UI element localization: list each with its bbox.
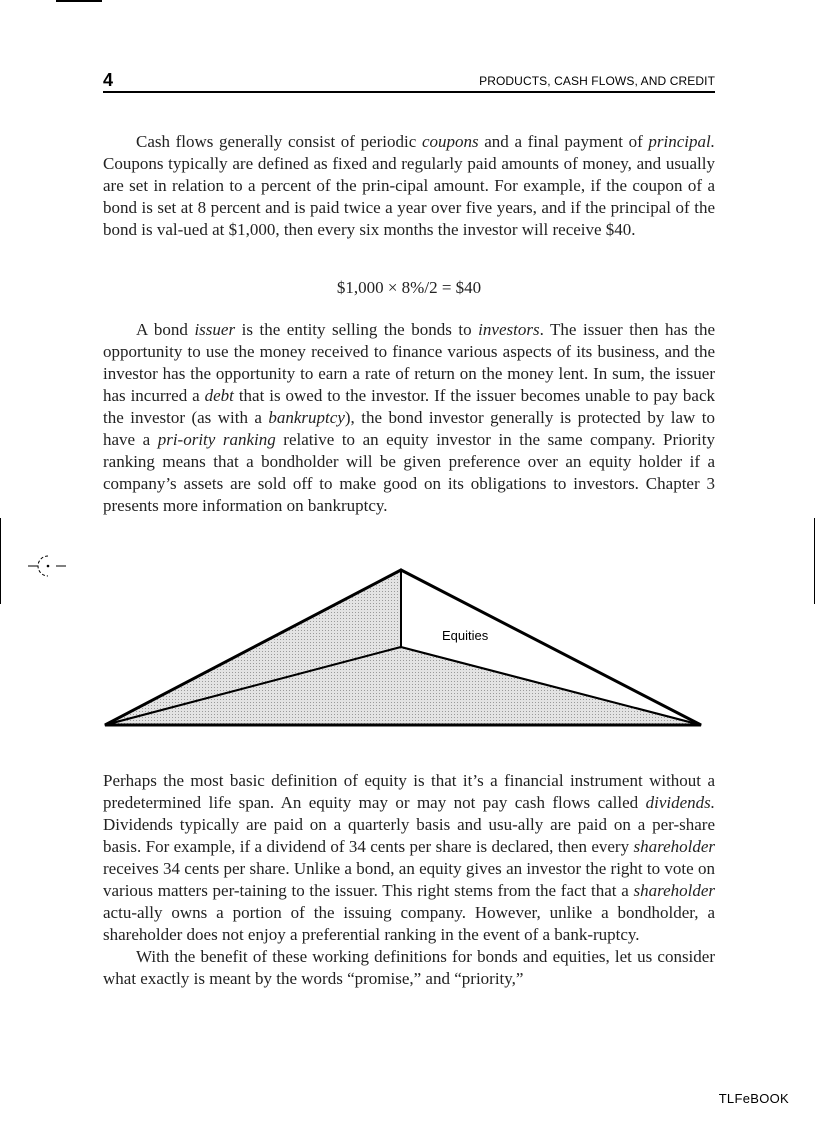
para2-text-5: ), the bond investor generally is protected by law to have a	[103, 408, 715, 449]
top-edge-rule	[56, 0, 102, 2]
term-principal: principal.	[648, 132, 715, 151]
para2-text-6: relative to an equity investor in the same company. Priority ranking means that a bondholder will be given preference over an equity holder if a company’s assets are sold off to make good on its obligations to investors. Chapter 3 presents more information on bankruptcy.	[103, 430, 715, 515]
term-priority-ranking: pri-ority ranking	[157, 430, 276, 449]
para2-text-1: A bond	[136, 320, 195, 339]
coupon-formula: $1,000 × 8%/2 = $40	[336, 278, 482, 297]
right-margin-bar	[814, 518, 815, 604]
para3-text-4: actu-ally owns a portion of the issuing company. However, unlike a bondholder, a shareholder does not enjoy a preferential ranking in the event of a bank-ruptcy.	[103, 903, 715, 944]
para3-text-3: receives 34 cents per share. Unlike a bond, an equity gives an investor the right to vote on various matters per-taining to the issuer. This right stems from the fact that a	[103, 859, 715, 900]
term-dividends: dividends.	[645, 793, 715, 812]
left-margin-bar	[0, 518, 1, 604]
para1-text-1: Cash flows generally consist of periodic	[136, 132, 422, 151]
para2-text-2: is the entity selling the bonds to	[235, 320, 479, 339]
paragraph-working-definitions: With the benefit of these working definitions for bonds and equities, let us consider what exactly is meant by the words “promise,” and “priority,”	[103, 947, 715, 988]
bond-equity-triangle-diagram	[100, 564, 710, 734]
para2-text-4: that is owed to the investor. If the issuer becomes unable to pay back the investor (as with a	[103, 386, 715, 427]
term-coupons: coupons	[421, 132, 479, 151]
page-number: 4	[103, 70, 114, 90]
term-investors: investors	[478, 320, 540, 339]
para3-text-1: Perhaps the most basic definition of equity is that it’s a financial instrument without a predetermined life span. An equity may or may not pay cash flows called	[103, 771, 715, 812]
page-header	[103, 70, 715, 90]
header-rule	[103, 91, 715, 93]
term-shareholder-1: shareholder	[633, 837, 715, 856]
term-issuer: issuer	[194, 320, 236, 339]
running-head: PRODUCTS, CASH FLOWS, AND CREDIT	[479, 74, 715, 88]
para1-text-2: and a final payment of	[478, 132, 649, 151]
equities-label: Equities	[442, 628, 489, 643]
paragraph-issuer	[103, 319, 715, 517]
paragraph-cash-flows	[103, 131, 715, 241]
paragraph-equity	[103, 770, 715, 990]
crop-mark-icon	[26, 548, 106, 578]
term-shareholder-2: shareholder	[633, 881, 715, 900]
para2-text-3: . The issuer then has the opportunity to use the money received to finance various aspects of its business, and the investor has the opportunity to earn a rate of return on the money lent. In sum, the issuer has incurred a	[103, 320, 716, 405]
term-bankruptcy: bankruptcy	[268, 408, 345, 427]
para3-text-2: Dividends typically are paid on a quarterly basis and usu-ally are paid on a per-share basis. For example, if a dividend of 34 cents per share is declared, then every	[103, 815, 715, 856]
footer-watermark: TLFeBOOK	[718, 1091, 789, 1106]
term-debt: debt	[204, 386, 234, 405]
para1-text-3: Coupons typically are defined as fixed and regularly paid amounts of money, and usually are set in relation to a percent of the prin-cipal amount. For example, if the coupon of a bond is set at 8 percent and is paid twice a year over five years, and if the principal of the bond is val-ued at $1,000, then every six months the investor will receive $40.	[103, 154, 715, 239]
